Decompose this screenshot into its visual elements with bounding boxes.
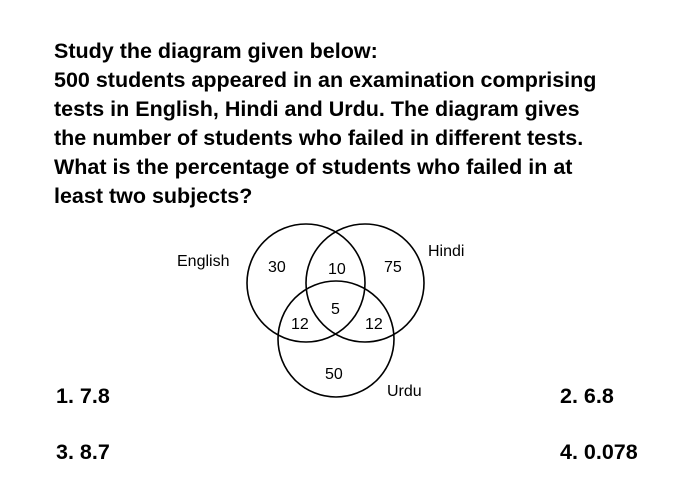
question-line: tests in English, Hindi and Urdu. The diagram gives — [54, 97, 580, 121]
question-line: least two subjects? — [54, 184, 253, 208]
question-line: Study the diagram given below: — [54, 39, 378, 63]
hindi-label: Hindi — [428, 243, 465, 260]
answer-option-4[interactable]: 4. 0.078 — [560, 440, 638, 464]
region-english-only: 30 — [268, 259, 286, 276]
region-hindi-urdu: 12 — [365, 316, 383, 333]
question-line: What is the percentage of students who failed in at — [54, 155, 573, 179]
question-line: the number of students who failed in different tests. — [54, 126, 584, 150]
region-english-hindi: 10 — [328, 261, 346, 278]
english-label: English — [177, 253, 230, 270]
region-all-three: 5 — [331, 301, 340, 318]
region-hindi-only: 75 — [384, 259, 402, 276]
answer-option-1[interactable]: 1. 7.8 — [56, 384, 110, 408]
region-english-urdu: 12 — [291, 316, 309, 333]
urdu-label: Urdu — [387, 383, 422, 400]
answer-option-2[interactable]: 2. 6.8 — [560, 384, 614, 408]
question-line: 500 students appeared in an examination comprising — [54, 68, 597, 92]
region-urdu-only: 50 — [325, 366, 343, 383]
answer-option-3[interactable]: 3. 8.7 — [56, 440, 110, 464]
